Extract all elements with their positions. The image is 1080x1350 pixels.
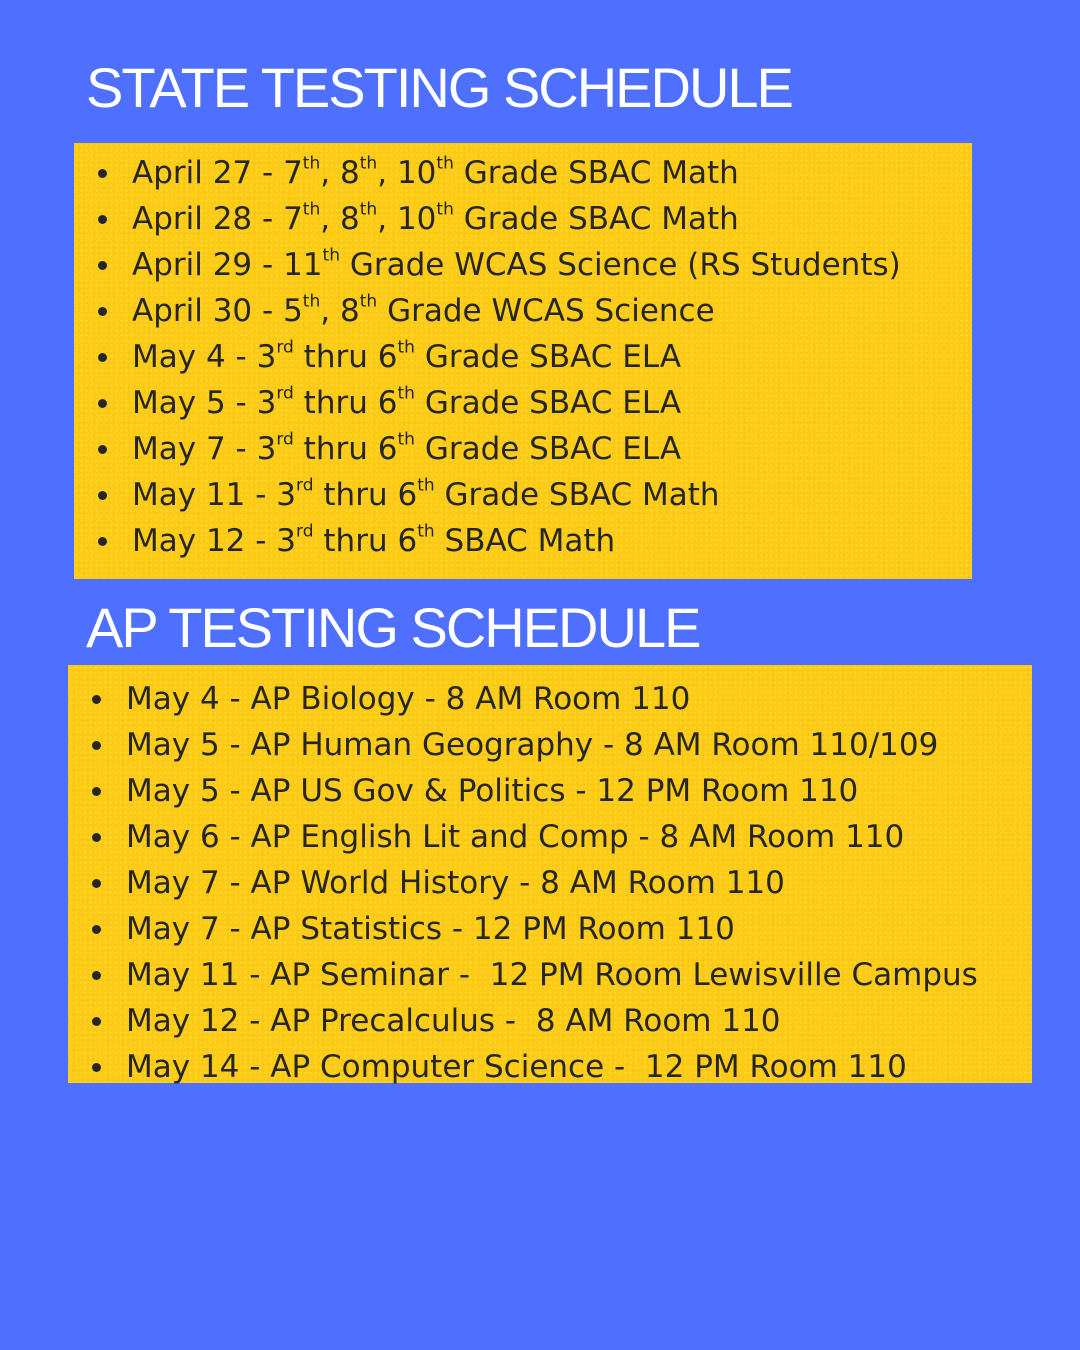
ap-schedule-item bbox=[92, 860, 978, 906]
ap-schedule-item bbox=[92, 768, 978, 814]
schedule-test-name: Grade SBAC Math bbox=[463, 155, 739, 191]
ordinal-suffix: rd bbox=[276, 337, 294, 358]
state-schedule-item: April 29 - 11th Grade WCAS Science (RS Students) bbox=[98, 242, 901, 288]
schedule-date: April 27 bbox=[132, 155, 253, 191]
grade-number: 3 bbox=[276, 523, 297, 559]
ap-schedule-item bbox=[92, 722, 978, 768]
grade-number: 6 bbox=[397, 523, 418, 559]
grade-number: 6 bbox=[377, 339, 398, 375]
grade-number: 3 bbox=[256, 339, 277, 375]
ordinal-suffix: th bbox=[302, 199, 321, 220]
ordinal-suffix: th bbox=[359, 199, 378, 220]
schedule-test-name: Grade SBAC Math bbox=[463, 201, 739, 237]
grade-number: 3 bbox=[256, 431, 277, 467]
state-testing-heading: STATE TESTING SCHEDULE bbox=[86, 56, 792, 119]
ap-testing-heading: AP TESTING SCHEDULE bbox=[86, 596, 700, 659]
schedule-date: May 7 bbox=[132, 431, 226, 467]
ap-schedule-list bbox=[92, 676, 978, 1090]
ordinal-suffix: rd bbox=[296, 475, 314, 496]
state-schedule-item: April 28 - 7th, 8th, 10th Grade SBAC Math bbox=[98, 196, 901, 242]
state-schedule-item: May 4 - 3rd thru 6th Grade SBAC ELA bbox=[98, 334, 901, 380]
ap-schedule-item bbox=[92, 1044, 978, 1090]
schedule-test-name: Grade SBAC ELA bbox=[424, 385, 682, 421]
ordinal-suffix: th bbox=[397, 383, 415, 404]
grade-number: 5 bbox=[283, 293, 303, 329]
ap-schedule-item bbox=[92, 952, 978, 998]
state-schedule-panel bbox=[74, 143, 972, 579]
state-schedule-item: May 7 - 3rd thru 6th Grade SBAC ELA bbox=[98, 426, 901, 472]
schedule-date: May 11 bbox=[132, 477, 246, 513]
ordinal-suffix: th bbox=[302, 153, 321, 174]
grade-number: 3 bbox=[276, 477, 297, 513]
schedule-date: April 30 bbox=[132, 293, 253, 329]
ap-schedule-item bbox=[92, 998, 978, 1044]
ap-schedule-text: May 4 - AP Biology - 8 AM Room 110 bbox=[126, 681, 691, 717]
grade-number: 8 bbox=[340, 293, 360, 329]
schedule-date: May 5 bbox=[132, 385, 226, 421]
ap-schedule-text: May 12 - AP Precalculus - 8 AM Room 110 bbox=[126, 1003, 781, 1039]
schedule-test-name: Grade SBAC ELA bbox=[424, 431, 682, 467]
ordinal-suffix: th bbox=[359, 153, 378, 174]
ap-schedule-text: May 7 - AP Statistics - 12 PM Room 110 bbox=[126, 911, 735, 947]
schedule-date: May 4 bbox=[132, 339, 226, 375]
ordinal-suffix: th bbox=[436, 153, 454, 174]
ap-schedule-text: May 11 - AP Seminar - 12 PM Room Lewisville Campus bbox=[126, 957, 978, 993]
grade-number: 7 bbox=[283, 201, 303, 237]
grade-number: 8 bbox=[340, 201, 360, 237]
schedule-test-name: Grade SBAC Math bbox=[444, 477, 720, 513]
schedule-test-name: Grade WCAS Science bbox=[387, 293, 715, 329]
state-schedule-item: May 5 - 3rd thru 6th Grade SBAC ELA bbox=[98, 380, 901, 426]
state-schedule-item: May 12 - 3rd thru 6th SBAC Math bbox=[98, 518, 901, 564]
schedule-date: April 28 bbox=[132, 201, 253, 237]
grade-number: 3 bbox=[256, 385, 277, 421]
grade-number: 8 bbox=[340, 155, 360, 191]
grade-number: 7 bbox=[283, 155, 303, 191]
ap-schedule-item bbox=[92, 814, 978, 860]
ordinal-suffix: th bbox=[417, 475, 435, 496]
ap-schedule-text: May 14 - AP Computer Science - 12 PM Room 110 bbox=[126, 1049, 907, 1085]
state-schedule-list bbox=[98, 150, 901, 564]
schedule-test-name: Grade WCAS Science (RS Students) bbox=[349, 247, 901, 283]
state-schedule-item: April 30 - 5th, 8th Grade WCAS Science bbox=[98, 288, 901, 334]
ordinal-suffix: th bbox=[302, 291, 321, 312]
grade-number: 6 bbox=[377, 431, 398, 467]
ordinal-suffix: th bbox=[322, 245, 340, 266]
ap-schedule-text: May 6 - AP English Lit and Comp - 8 AM Room 110 bbox=[126, 819, 905, 855]
ordinal-suffix: rd bbox=[296, 521, 314, 542]
ordinal-suffix: rd bbox=[276, 429, 294, 450]
ordinal-suffix: th bbox=[436, 199, 454, 220]
ap-schedule-text: May 5 - AP US Gov & Politics - 12 PM Room 110 bbox=[126, 773, 859, 809]
grade-number: 10 bbox=[396, 201, 437, 237]
schedule-date: April 29 bbox=[132, 247, 253, 283]
grade-number: 11 bbox=[283, 247, 323, 283]
state-schedule-item: April 27 - 7th, 8th, 10th Grade SBAC Math bbox=[98, 150, 901, 196]
state-schedule-item: May 11 - 3rd thru 6th Grade SBAC Math bbox=[98, 472, 901, 518]
ap-schedule-item bbox=[92, 906, 978, 952]
ap-schedule-text: May 5 - AP Human Geography - 8 AM Room 110/109 bbox=[126, 727, 939, 763]
grade-number: 6 bbox=[397, 477, 418, 513]
ordinal-suffix: th bbox=[359, 291, 378, 312]
ordinal-suffix: th bbox=[397, 337, 415, 358]
schedule-test-name: SBAC Math bbox=[444, 523, 616, 559]
schedule-date: May 12 bbox=[132, 523, 246, 559]
schedule-test-name: Grade SBAC ELA bbox=[424, 339, 682, 375]
ordinal-suffix: th bbox=[417, 521, 435, 542]
ap-schedule-panel bbox=[68, 665, 1032, 1083]
grade-number: 6 bbox=[377, 385, 398, 421]
ap-schedule-text: May 7 - AP World History - 8 AM Room 110 bbox=[126, 865, 785, 901]
ordinal-suffix: rd bbox=[276, 383, 294, 404]
ap-schedule-item bbox=[92, 676, 978, 722]
grade-number: 10 bbox=[396, 155, 437, 191]
ordinal-suffix: th bbox=[397, 429, 415, 450]
